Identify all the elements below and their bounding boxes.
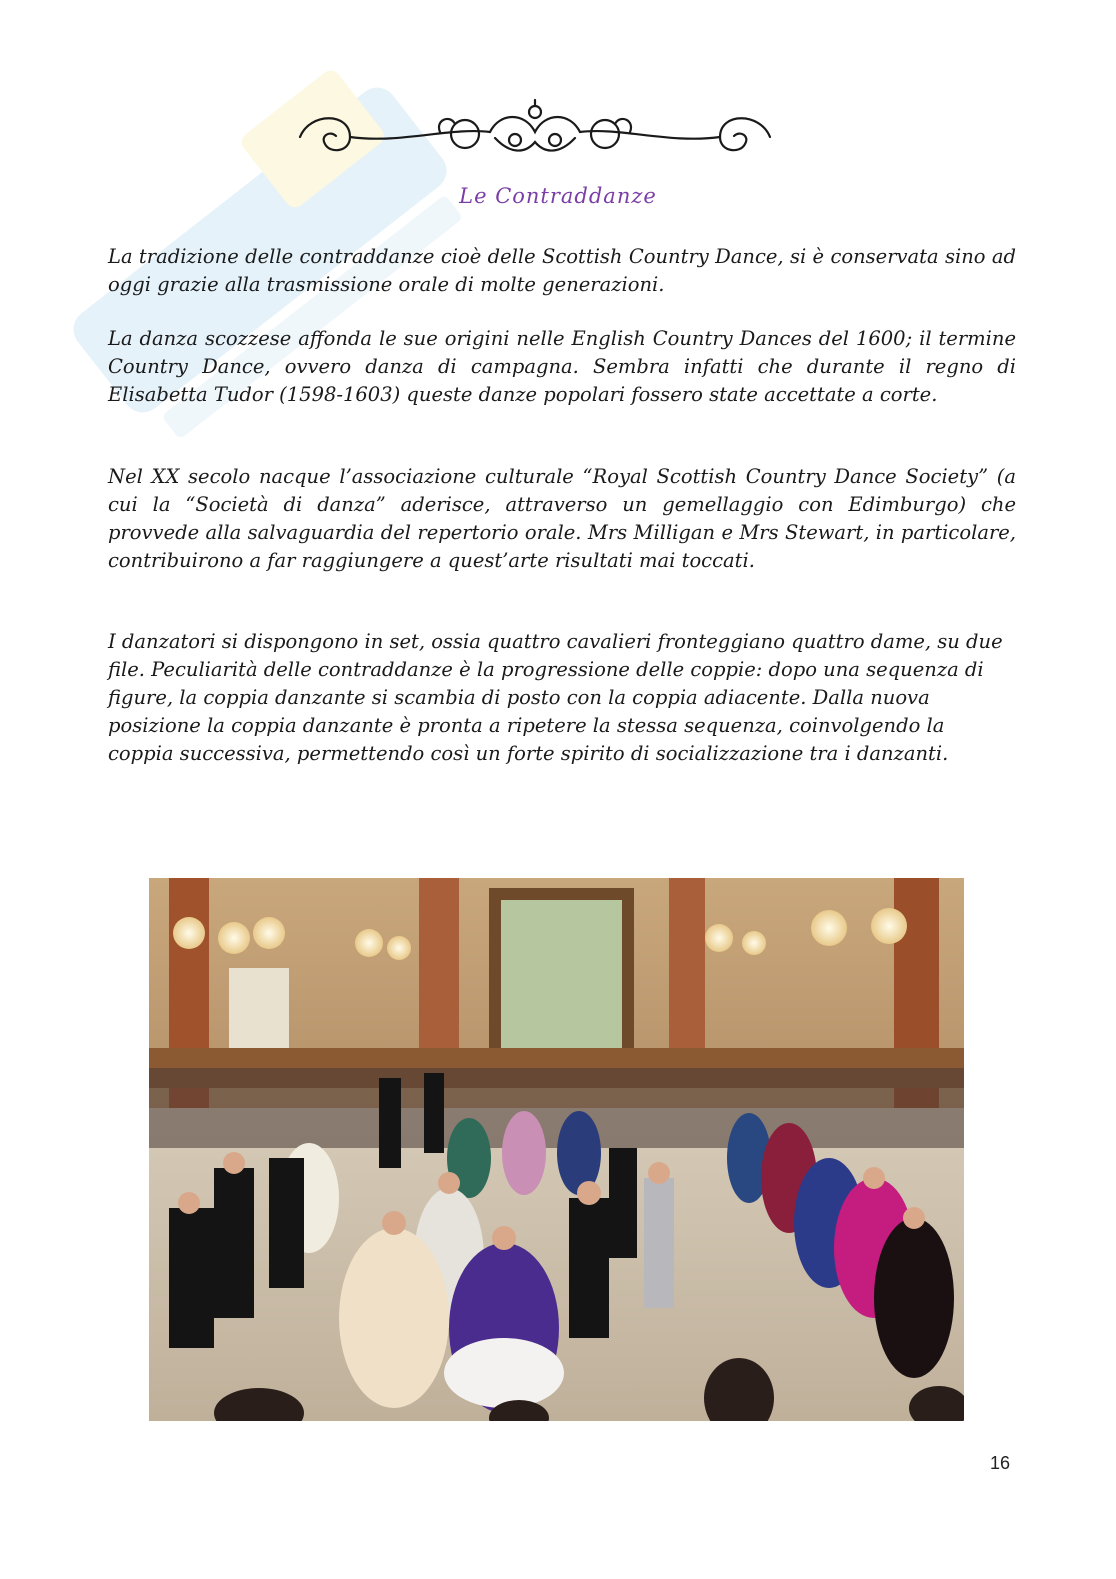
paragraph-2: La danza scozzese affonda le sue origini nelle English Country Dances del 1600; il termine Country Dance, ovvero danza di campagna. Sembra infatti che durante il regno di Elisabetta Tudor (1598-1603) queste danze popolari fossero state accettate a corte.	[108, 327, 1016, 406]
paragraph-4: I danzatori si dispongono in set, ossia quattro cavalieri fronteggiano quattro dame, su due file. Peculiarità delle contraddanze è la progressione delle coppie: dopo una sequenza di figure, la coppia danzante si scambia di posto con la coppia adiacente. Dalla nuova posizione la coppia danzante è pronta a ripetere la stessa sequenza, coinvolgendo la coppia successiva, permettendo così un forte spirito di socializzazione tra i danzanti.	[108, 630, 1003, 765]
photo-illustration	[149, 878, 964, 1421]
decorative-scroll-ornament	[290, 92, 780, 172]
section-title: Le Contraddanze	[459, 184, 657, 208]
paragraph-3: Nel XX secolo nacque l’associazione culturale “Royal Scottish Country Dance Society” (a cui la “Società di danza” aderisce, attraverso un gemellaggio con Edimburgo) che provvede alla salvaguardia del repertorio orale. Mrs Milligan e Mrs Stewart, in particolare, contribuirono a far raggiungere a quest’arte risultati mai toccati.	[108, 465, 1016, 572]
ballroom-dance-photo	[149, 878, 964, 1421]
page-number: 16	[989, 1453, 1010, 1473]
paragraph-1: La tradizione delle contraddanze cioè delle Scottish Country Dance, si è conservata sino ad oggi grazie alla trasmissione orale di molte generazioni.	[108, 245, 1016, 296]
